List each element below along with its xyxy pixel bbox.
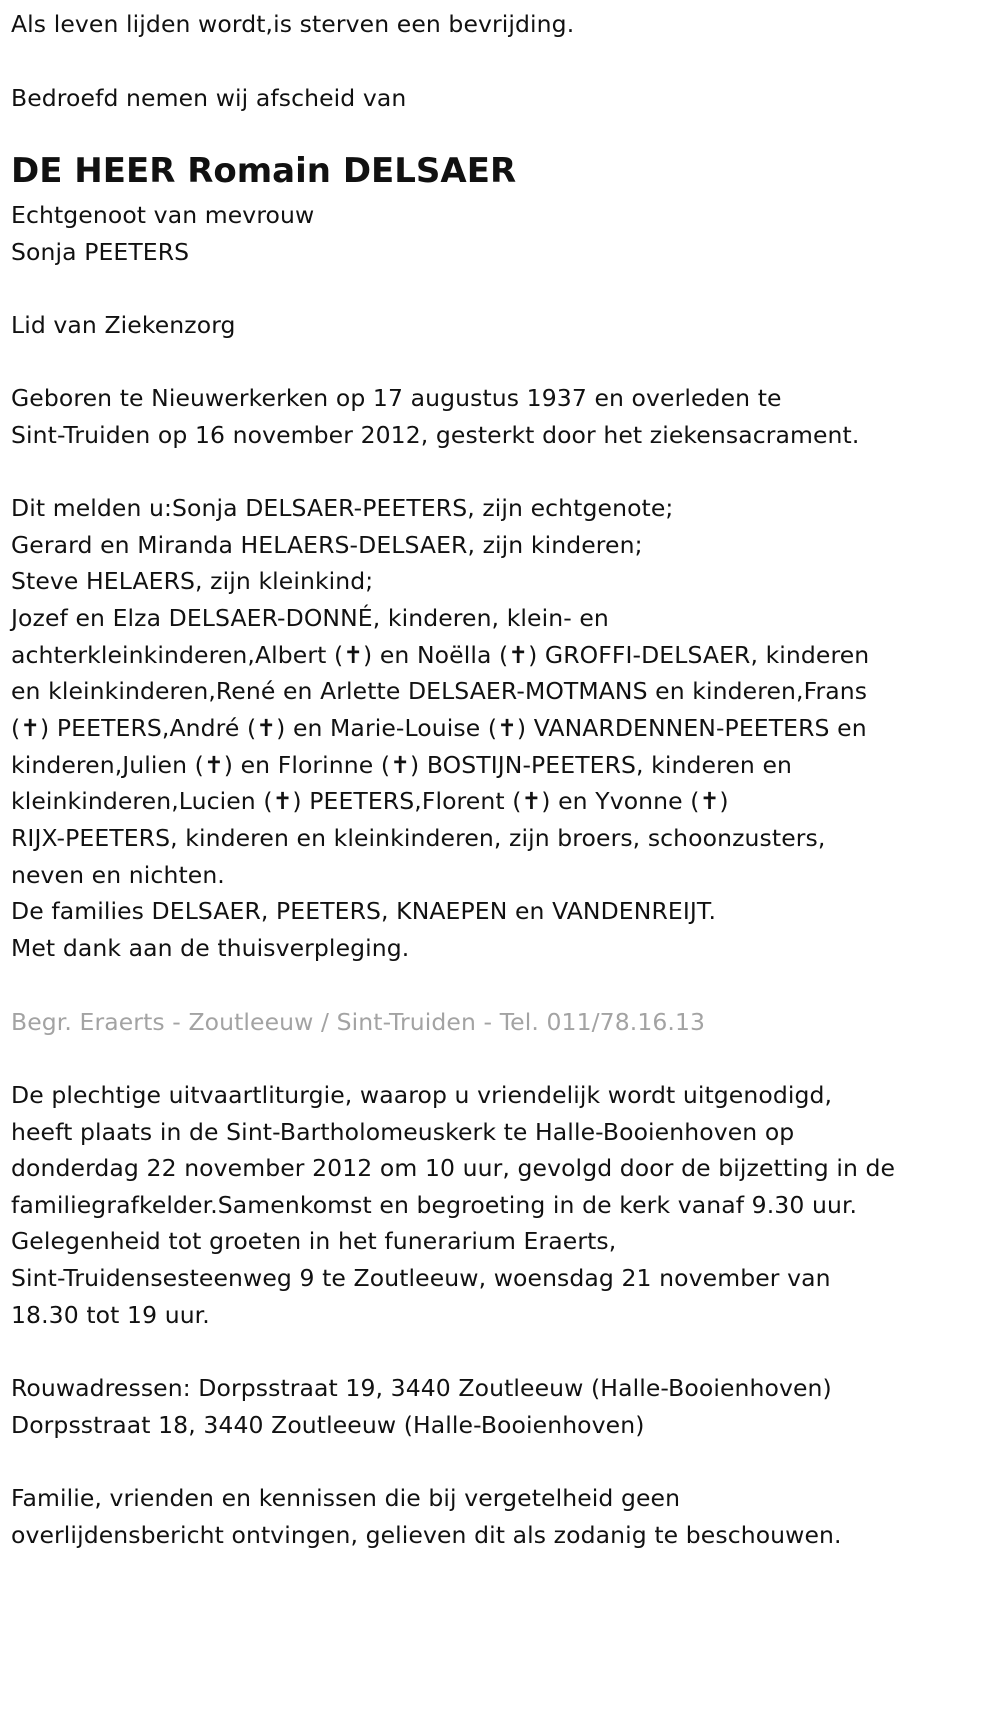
birth-line-1: Geboren te Nieuwerkerken op 17 augustus 1937 en overleden te	[11, 384, 782, 412]
spouse-line-1: Echtgenoot van mevrouw	[11, 201, 315, 229]
family-line: neven en nichten.	[11, 861, 225, 889]
family-line: Steve HELAERS, zijn kleinkind;	[11, 567, 374, 595]
announcement-text: Bedroefd nemen wij afscheid van	[11, 84, 407, 112]
family-line: Jozef en Elza DELSAER-DONNÉ, kinderen, klein- en	[11, 604, 609, 632]
address-line: Rouwadressen: Dorpsstraat 19, 3440 Zoutleeuw (Halle-Booienhoven)	[11, 1374, 832, 1402]
service-line: De plechtige uitvaartliturgie, waarop u vriendelijk wordt uitgenodigd,	[11, 1081, 833, 1109]
family-line: Dit melden u:Sonja DELSAER-PEETERS, zijn echtgenote;	[11, 494, 674, 522]
closing-line: overlijdensbericht ontvingen, gelieven dit als zodanig te beschouwen.	[11, 1521, 842, 1549]
service-line: 18.30 tot 19 uur.	[11, 1301, 210, 1329]
service-line: familiegrafkelder.Samenkomst en begroeting in de kerk vanaf 9.30 uur.	[11, 1191, 858, 1219]
family-line: Gerard en Miranda HELAERS-DELSAER, zijn kinderen;	[11, 531, 643, 559]
birth-line-2: Sint-Truiden op 16 november 2012, gesterkt door het ziekensacrament.	[11, 421, 860, 449]
family-line: kinderen,Julien (✝) en Florinne (✝) BOSTIJN-PEETERS, kinderen en	[11, 751, 793, 779]
family-line: RIJX-PEETERS, kinderen en kleinkinderen, zijn broers, schoonzusters,	[11, 824, 826, 852]
family-line: en kleinkinderen,René en Arlette DELSAER-MOTMANS en kinderen,Frans	[11, 677, 868, 705]
family-line: Met dank aan de thuisverpleging.	[11, 934, 410, 962]
family-line: kleinkinderen,Lucien (✝) PEETERS,Florent (✝) en Yvonne (✝)	[11, 787, 729, 815]
family-line: (✝) PEETERS,André (✝) en Marie-Louise (✝) VANARDENNEN-PEETERS en	[11, 714, 867, 742]
deceased-name: DE HEER Romain DELSAER	[11, 151, 517, 191]
service-line: Gelegenheid tot groeten in het funerarium Eraerts,	[11, 1227, 617, 1255]
service-line: Sint-Truidensesteenweg 9 te Zoutleeuw, woensdag 21 november van	[11, 1264, 831, 1292]
service-line: heeft plaats in de Sint-Bartholomeuskerk te Halle-Booienhoven op	[11, 1118, 795, 1146]
family-line: De families DELSAER, PEETERS, KNAEPEN en VANDENREIJT.	[11, 897, 717, 925]
undertaker-info: Begr. Eraerts - Zoutleeuw / Sint-Truiden - Tel. 011/78.16.13	[11, 1008, 706, 1036]
intro-text: Als leven lijden wordt,is sterven een bevrijding.	[11, 10, 575, 38]
service-line: donderdag 22 november 2012 om 10 uur, gevolgd door de bijzetting in de	[11, 1154, 896, 1182]
spouse-line-2: Sonja PEETERS	[11, 238, 190, 266]
address-line: Dorpsstraat 18, 3440 Zoutleeuw (Halle-Booienhoven)	[11, 1411, 645, 1439]
membership-text: Lid van Ziekenzorg	[11, 311, 236, 339]
closing-line: Familie, vrienden en kennissen die bij vergetelheid geen	[11, 1484, 681, 1512]
family-line: achterkleinkinderen,Albert (✝) en Noëlla (✝) GROFFI-DELSAER, kinderen	[11, 641, 870, 669]
